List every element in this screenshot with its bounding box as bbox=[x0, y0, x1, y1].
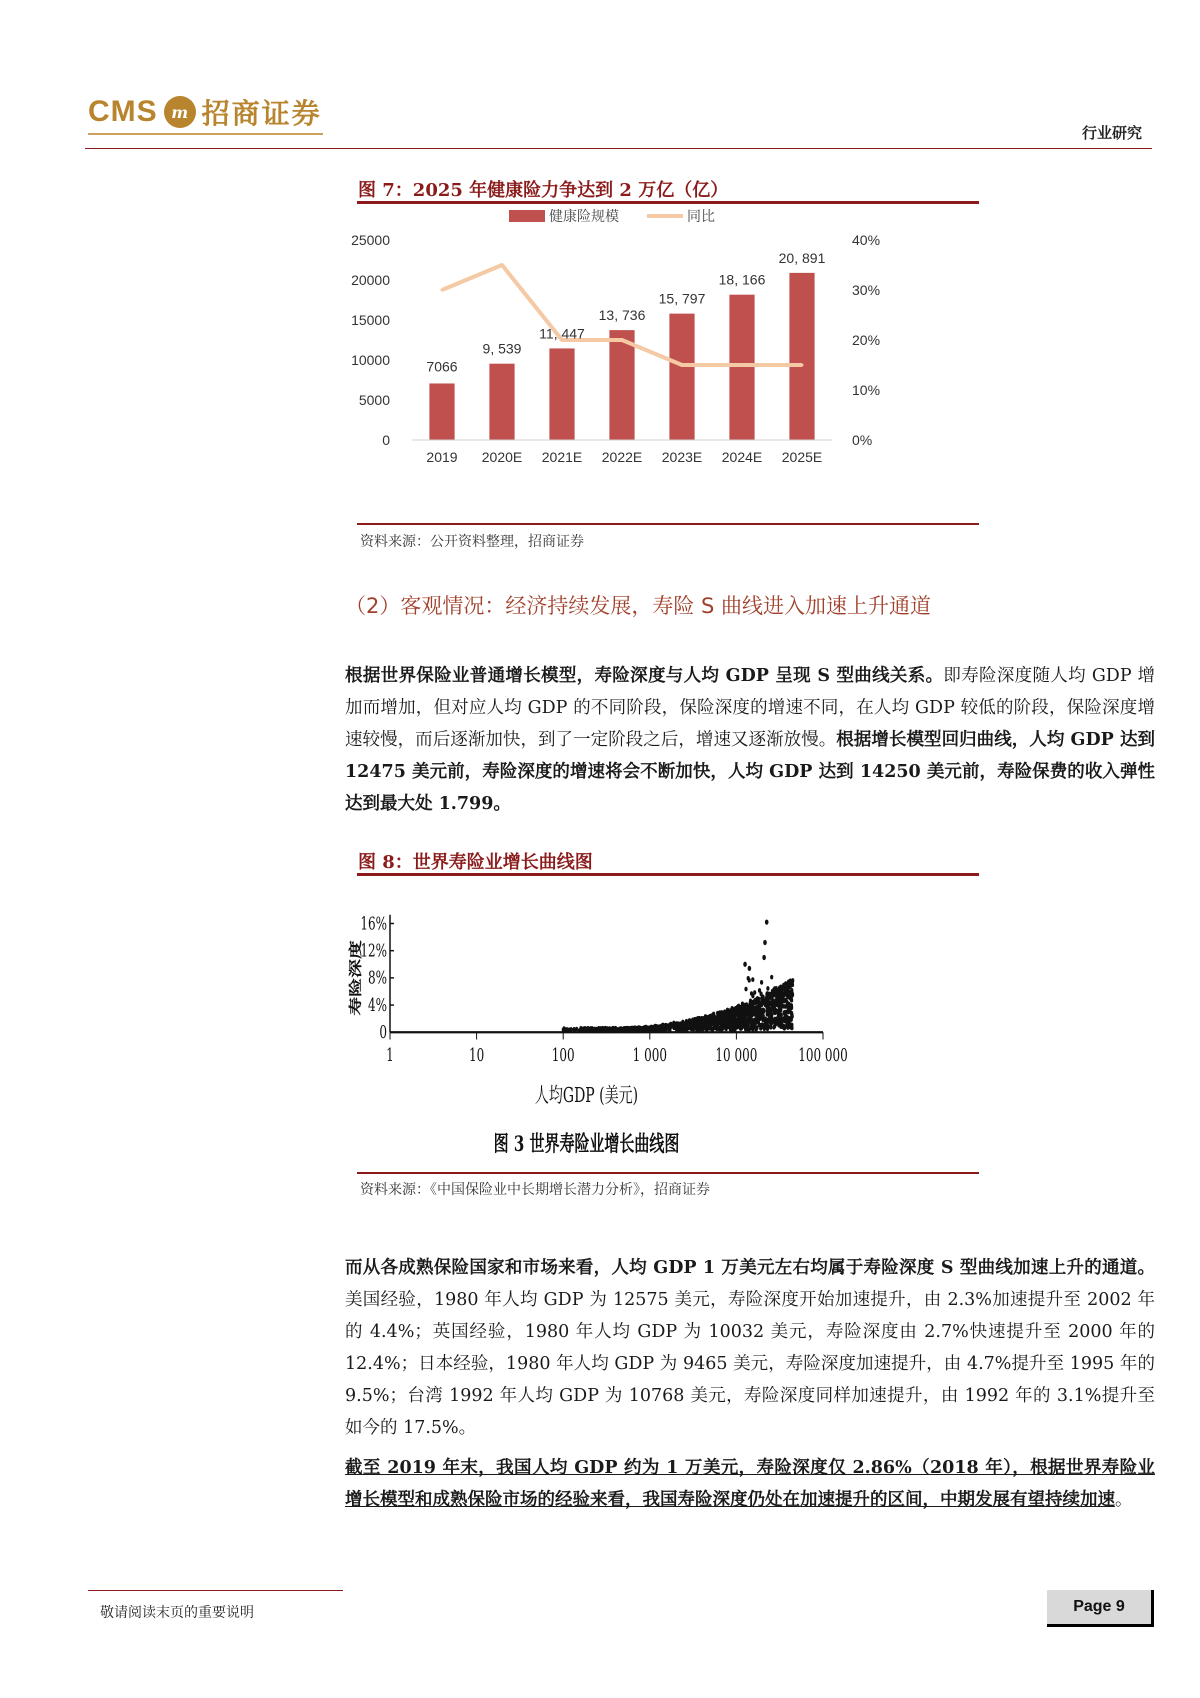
paragraph-s-curve bbox=[345, 660, 1155, 820]
scatter-point bbox=[762, 955, 766, 960]
scatter-point bbox=[690, 1023, 693, 1028]
scatter-point bbox=[765, 920, 769, 925]
scatter-point bbox=[757, 1017, 760, 1022]
chart-legend bbox=[509, 208, 715, 225]
scatter-point bbox=[775, 993, 778, 998]
scatter-point bbox=[722, 1021, 725, 1026]
left-axis-tick: 10000 bbox=[351, 352, 390, 368]
page-number: Page 9 bbox=[1047, 1590, 1154, 1627]
scatter-point bbox=[741, 1007, 744, 1012]
left-axis-tick: 0 bbox=[382, 432, 390, 448]
para3-tail: 。 bbox=[1115, 1490, 1133, 1510]
scatter-point bbox=[746, 1019, 749, 1024]
y-tick-label: 4% bbox=[367, 994, 387, 1016]
bar-data-label: 15, 797 bbox=[658, 290, 706, 307]
right-axis-tick: 20% bbox=[852, 332, 881, 348]
scatter-point bbox=[782, 985, 785, 990]
scatter-point bbox=[742, 1018, 745, 1023]
scatter-point bbox=[719, 1019, 722, 1024]
scatter-point bbox=[744, 987, 747, 992]
scatter-point bbox=[723, 1011, 726, 1016]
bar-data-label: 13, 736 bbox=[598, 307, 646, 324]
bar bbox=[789, 273, 814, 440]
bar bbox=[669, 314, 694, 440]
scatter-point bbox=[735, 1022, 738, 1027]
bar-data-label: 9, 539 bbox=[482, 340, 522, 357]
scatter-points bbox=[562, 920, 795, 1034]
scatter-point bbox=[786, 1022, 789, 1027]
paragraph-mature-markets bbox=[345, 1252, 1155, 1444]
scatter-point bbox=[720, 1010, 723, 1015]
scatter-point bbox=[652, 1025, 655, 1030]
scatter-point bbox=[687, 1023, 690, 1028]
bar-data-label: 7066 bbox=[426, 358, 458, 375]
scatter-point bbox=[788, 1003, 791, 1008]
figure8-bottom-rule bbox=[357, 1172, 979, 1174]
scatter-point bbox=[763, 1009, 766, 1014]
scatter-point bbox=[766, 999, 769, 1004]
scatter-point bbox=[769, 992, 772, 997]
scatter-point bbox=[709, 1024, 712, 1029]
scatter-point bbox=[750, 1025, 753, 1030]
scatter-point bbox=[750, 991, 753, 996]
scatter-point bbox=[562, 1027, 565, 1032]
x-axis-tick: 2021E bbox=[541, 449, 583, 465]
x-tick-label: 1 000 bbox=[632, 1044, 667, 1066]
figure7-bottom-rule bbox=[357, 523, 979, 525]
scatter-point bbox=[609, 1028, 612, 1033]
line-point bbox=[741, 364, 744, 367]
scatter-point bbox=[671, 1024, 674, 1029]
line-point bbox=[681, 364, 684, 367]
scatter-text bbox=[348, 913, 848, 1157]
line-point bbox=[801, 364, 804, 367]
scatter-point bbox=[760, 980, 763, 985]
scatter-point bbox=[637, 1025, 640, 1030]
scatter-point bbox=[619, 1027, 622, 1032]
figure7-top-rule bbox=[357, 201, 979, 204]
x-axis-tick: 2023E bbox=[661, 449, 703, 465]
scatter-point bbox=[789, 996, 792, 1001]
logo-mark-icon bbox=[164, 96, 196, 128]
right-axis-tick: 30% bbox=[852, 282, 881, 298]
scatter-point bbox=[762, 1000, 765, 1005]
y-tick-label: 8% bbox=[367, 967, 387, 989]
section-heading: （2）客观情况：经济持续发展，寿险 S 曲线进入加速上升通道 bbox=[345, 594, 932, 618]
y-axis-title: 寿险深度 bbox=[347, 940, 364, 1016]
scatter-point bbox=[697, 1026, 700, 1031]
bar-data-label: 11, 447 bbox=[539, 325, 585, 342]
para1-bold-lead: 根据世界保险业普通增长模型，寿险深度与人均 GDP 呈现 S 型曲线关系。 bbox=[345, 666, 944, 686]
scatter-point bbox=[766, 1008, 769, 1013]
scatter-point bbox=[747, 1028, 750, 1033]
scatter-point bbox=[575, 1027, 578, 1032]
scatter-point bbox=[790, 1012, 793, 1017]
line-point bbox=[621, 339, 624, 342]
scatter-caption: 图 3 世界寿险业增长曲线图 bbox=[493, 1131, 680, 1157]
bar bbox=[549, 348, 574, 440]
scatter-point bbox=[761, 995, 764, 1000]
scatter-point bbox=[778, 1015, 781, 1020]
scatter-point bbox=[659, 1026, 662, 1031]
scatter-point bbox=[565, 1027, 568, 1032]
left-axis-tick: 25000 bbox=[351, 232, 390, 248]
figure8-source: 资料来源：《中国保险业中长期增长潜力分析》，招商证券 bbox=[360, 1182, 710, 1198]
scatter-point bbox=[763, 940, 767, 945]
scatter-point bbox=[678, 1023, 681, 1028]
figure7-title: 图 7：2025 年健康险力争达到 2 万亿（亿） bbox=[358, 180, 729, 201]
scatter-point bbox=[750, 1020, 753, 1025]
bar-data-label: 20, 891 bbox=[778, 249, 826, 266]
para2-body: 美国经验，1980 年人均 GDP 为 12575 美元，寿险深度开始加速提升，由 2.3%加速提升至 2002 年的 4.4%；英国经验，1980 年人均 GDP 为 10032 美元，寿险深度由 2.7%快速提升至 2000 年的 12.4%；日本经验，1980 年人均 GDP 为 9465 美元，寿险深度加速提升，由 4.7%提升至 1995 年的 9.5%；台湾 1992 年人均 GDP 为 10768 美元，寿险深度同样加速提升，由 1992 年的 3.1%提升至如今的 17.5%。 bbox=[345, 1290, 1155, 1438]
scatter-point bbox=[584, 1027, 587, 1032]
para1-bold-conclusion: 根据增长模型回归曲线，人均 GDP 达到 12475 美元前，寿险深度的增速将会不断加快，人均 GDP 达到 14250 美元前，寿险保费的收入弹性达到最大处 1.799。 bbox=[345, 730, 1155, 814]
bar bbox=[489, 364, 514, 440]
scatter-point bbox=[774, 1021, 777, 1026]
scatter-point bbox=[667, 1025, 670, 1030]
scatter-point bbox=[630, 1028, 633, 1033]
para2-bold-lead: 而从各成熟保险国家和市场来看，人均 GDP 1 万美元左右均属于寿险深度 S 型曲线加速上升的通道。 bbox=[345, 1258, 1155, 1278]
scatter-point bbox=[697, 1020, 700, 1025]
figure8-scatter bbox=[347, 880, 979, 1170]
scatter-point bbox=[729, 1011, 732, 1016]
scatter-point bbox=[770, 975, 773, 980]
x-axis-tick: 2022E bbox=[601, 449, 643, 465]
scatter-point bbox=[748, 978, 751, 983]
right-axis-tick: 0% bbox=[852, 432, 873, 448]
bar bbox=[729, 295, 754, 440]
para1-body: 即寿险深度随人均 GDP 增加而增加，但对应人均 GDP 的不同阶段，保险深度的增速不同，在人均 GDP 较低的阶段，保险深度增速较慢，而后逐渐加快，到了一定阶段之后，增速又逐渐放慢。 bbox=[345, 666, 1155, 750]
para3-bold-underlined: 截至 2019 年末，我国人均 GDP 约为 1 万美元，寿险深度仅 2.86%（2018 年），根据世界寿险业增长模型和成熟保险市场的经验来看，我国寿险深度仍处在加速提升的区间，中期发展有望持续加速 bbox=[345, 1458, 1155, 1510]
scatter-point bbox=[703, 1023, 706, 1028]
legend-swatch-bars bbox=[509, 210, 545, 222]
y-tick-label: 16% bbox=[360, 913, 387, 934]
figure7-source: 资料来源：公开资料整理，招商证券 bbox=[360, 534, 584, 550]
scatter-point bbox=[766, 986, 769, 991]
paragraph-china-conclusion bbox=[345, 1452, 1155, 1516]
scatter-point bbox=[733, 1026, 736, 1031]
scatter-point bbox=[713, 1021, 716, 1026]
scatter-point bbox=[730, 1021, 733, 1026]
scatter-point bbox=[626, 1026, 629, 1031]
scatter-point bbox=[593, 1028, 596, 1033]
figure7-chart bbox=[351, 209, 979, 520]
scatter-point bbox=[769, 1012, 772, 1017]
scatter-point bbox=[614, 1027, 617, 1032]
scatter-point bbox=[716, 1011, 719, 1016]
left-axis-tick: 15000 bbox=[351, 312, 390, 328]
logo-chinese-text: 招商证券 bbox=[201, 97, 322, 130]
scatter-point bbox=[698, 1016, 701, 1021]
scatter-point bbox=[783, 1026, 786, 1031]
bar bbox=[609, 330, 634, 440]
scatter-point bbox=[760, 1023, 763, 1028]
figure8-title: 图 8：世界寿险业增长曲线图 bbox=[358, 852, 593, 873]
scatter-point bbox=[603, 1028, 606, 1033]
scatter-point bbox=[681, 1020, 684, 1025]
x-tick-label: 100 bbox=[551, 1044, 575, 1066]
logo-underline bbox=[88, 133, 323, 135]
section-tag: 行业研究 bbox=[1081, 124, 1142, 142]
scatter-point bbox=[706, 1015, 709, 1020]
scatter-point bbox=[633, 1026, 636, 1031]
scatter-point bbox=[743, 962, 747, 967]
x-tick-label: 1 bbox=[386, 1044, 394, 1066]
left-axis bbox=[351, 232, 390, 448]
x-axis-tick: 2025E bbox=[781, 449, 823, 465]
x-tick-label: 10 bbox=[468, 1044, 485, 1066]
scatter-point bbox=[791, 983, 794, 988]
scatter-point bbox=[778, 985, 781, 990]
scatter-point bbox=[757, 1008, 760, 1013]
scatter-point bbox=[778, 1000, 781, 1005]
y-tick-label: 0 bbox=[379, 1021, 387, 1043]
line-point bbox=[501, 264, 504, 267]
header-divider bbox=[85, 148, 1152, 149]
scatter-point bbox=[787, 979, 790, 984]
scatter-point bbox=[705, 1027, 708, 1032]
legend-label-line: 同比 bbox=[687, 209, 715, 225]
legend-label-bars: 健康险规模 bbox=[549, 209, 619, 225]
x-tick-label: 10 000 bbox=[715, 1044, 758, 1066]
footer-divider bbox=[88, 1590, 343, 1591]
scatter-point bbox=[777, 1010, 780, 1015]
footer-disclaimer-note: 敬请阅读末页的重要说明 bbox=[100, 1605, 254, 1621]
left-axis-tick: 20000 bbox=[351, 272, 390, 288]
scatter-point bbox=[642, 1027, 645, 1032]
scatter-point bbox=[733, 1011, 736, 1016]
line-point bbox=[441, 289, 444, 292]
scatter-point bbox=[781, 991, 784, 996]
scatter-point bbox=[703, 1019, 706, 1024]
scatter-point bbox=[721, 1027, 724, 1032]
scatter-point bbox=[745, 1011, 748, 1016]
scatter-point bbox=[736, 1005, 739, 1010]
scatter-point bbox=[569, 1028, 572, 1033]
scatter-point bbox=[768, 1020, 771, 1025]
x-axis-tick: 2020E bbox=[481, 449, 523, 465]
right-axis-tick: 10% bbox=[852, 382, 881, 398]
scatter-point bbox=[758, 1001, 761, 1006]
scatter-point bbox=[754, 999, 757, 1004]
company-logo bbox=[88, 92, 322, 132]
scatter-point bbox=[787, 1010, 790, 1015]
scatter-point bbox=[778, 1023, 781, 1028]
scatter-point bbox=[762, 1018, 765, 1023]
scatter-point bbox=[790, 1017, 793, 1022]
scatter-point bbox=[754, 1009, 757, 1014]
x-tick-label: 100 000 bbox=[798, 1044, 848, 1066]
scatter-point bbox=[580, 1028, 583, 1033]
figure8-top-rule bbox=[357, 873, 979, 876]
scatter-point bbox=[760, 1013, 763, 1018]
x-axis-tick: 2024E bbox=[721, 449, 763, 465]
logo-mark-letter: m bbox=[171, 102, 189, 122]
scatter-point bbox=[739, 1025, 742, 1030]
scatter-point bbox=[745, 1004, 748, 1009]
logo-latin-text: CMS bbox=[88, 95, 158, 128]
right-axis-tick: 40% bbox=[852, 232, 881, 248]
x-axis bbox=[412, 440, 832, 465]
scatter-point bbox=[645, 1027, 648, 1032]
scatter-point bbox=[744, 1025, 747, 1030]
scatter-point bbox=[783, 1010, 786, 1015]
y-tick-label: 12% bbox=[360, 940, 387, 962]
scatter-point bbox=[725, 1015, 728, 1020]
scatter-point bbox=[748, 966, 752, 971]
scatter-point bbox=[597, 1027, 600, 1032]
scatter-point bbox=[771, 1004, 774, 1009]
scatter-point bbox=[665, 1026, 668, 1031]
scatter-point bbox=[716, 1025, 719, 1030]
bar-data-label: 18, 166 bbox=[718, 271, 766, 288]
scatter-point bbox=[784, 991, 787, 996]
scatter-point bbox=[731, 1006, 734, 1011]
scatter-point bbox=[751, 977, 754, 982]
x-axis-title: 人均GDP (美元) bbox=[534, 1084, 639, 1108]
scatter-point bbox=[656, 1025, 659, 1030]
bar bbox=[429, 383, 454, 440]
scatter-point bbox=[775, 986, 778, 991]
scatter-point bbox=[784, 998, 787, 1003]
scatter-point bbox=[763, 1026, 766, 1031]
scatter-point bbox=[785, 1004, 788, 1009]
left-axis-tick: 5000 bbox=[358, 392, 390, 408]
right-axis bbox=[852, 232, 880, 448]
x-axis-tick: 2019 bbox=[426, 449, 458, 465]
scatter-point bbox=[790, 988, 793, 993]
